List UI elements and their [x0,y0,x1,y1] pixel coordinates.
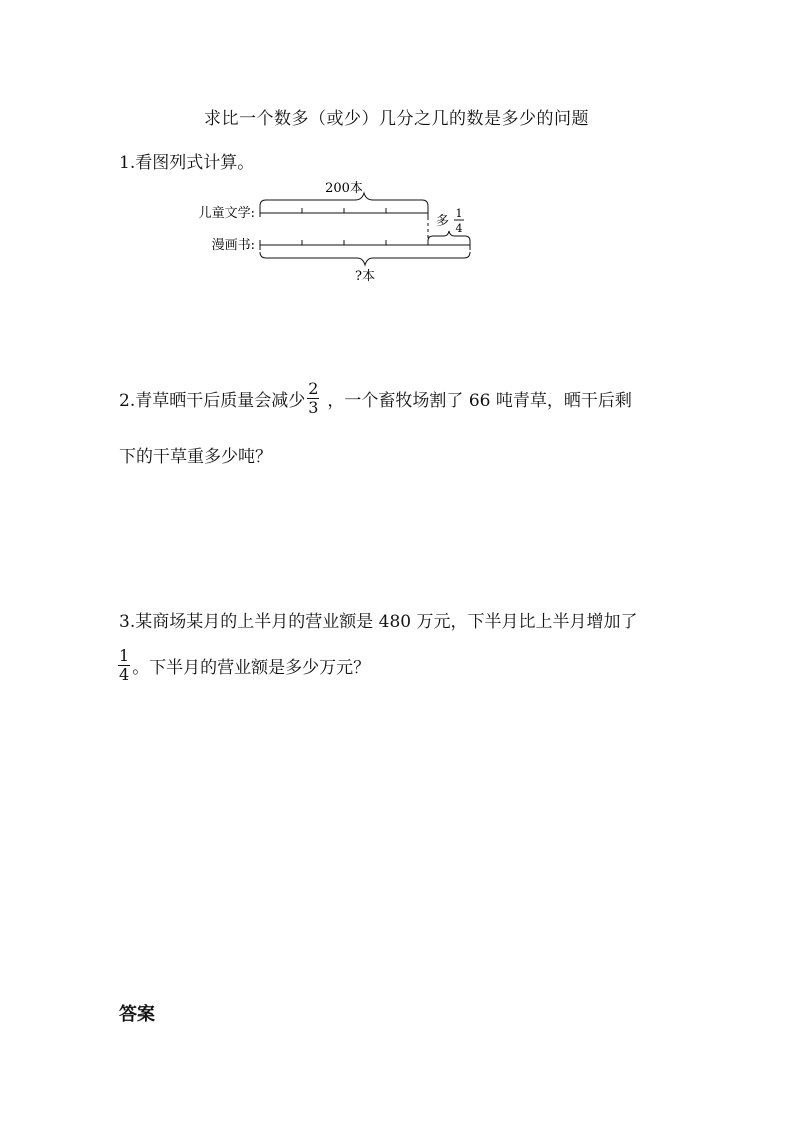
bottom-brace [260,252,470,265]
more-frac-den: 4 [455,222,463,235]
question-2-line-1 [119,380,632,417]
bottom-brace-label: ?本 [355,269,375,284]
question-2-fraction [307,380,319,417]
question-3-line-2 [116,647,370,684]
row1-ticks [260,206,428,217]
row1-label: 儿童文学: [198,206,255,221]
question-2-line-2: 下的干草重多少吨？ [119,447,272,467]
question-2-text-b: ，一个畜牧场割了 66 吨青草，晒干后剩 [327,391,632,411]
more-brace [428,231,470,241]
fraction-numerator: 1 [119,646,130,665]
fraction-denominator: 3 [308,398,319,417]
fraction-numerator: 2 [308,379,319,398]
question-2-text-a: 2.青草晒干后质量会减少 [119,391,306,411]
question-1-text: 1.看图列式计算。 [119,153,255,173]
question-3-fraction [118,647,130,684]
fraction-denominator: 4 [119,665,130,684]
page-title: 求比一个数多（或少）几分之几的数是多少的问题 [204,109,589,129]
answer-heading: 答案 [119,1004,155,1025]
more-frac-num: 1 [455,207,463,220]
row2-label: 漫画书: [211,238,255,253]
more-prefix: 多 [436,214,450,229]
top-brace-label: 200本 [325,181,363,196]
question-3-text: 。下半月的营业额是多少万元？ [132,658,371,678]
bar-diagram [0,0,793,300]
question-3-line-1: 3.某商场某月的上半月的营业额是 480 万元，下半月比上半月增加了 [119,612,638,632]
